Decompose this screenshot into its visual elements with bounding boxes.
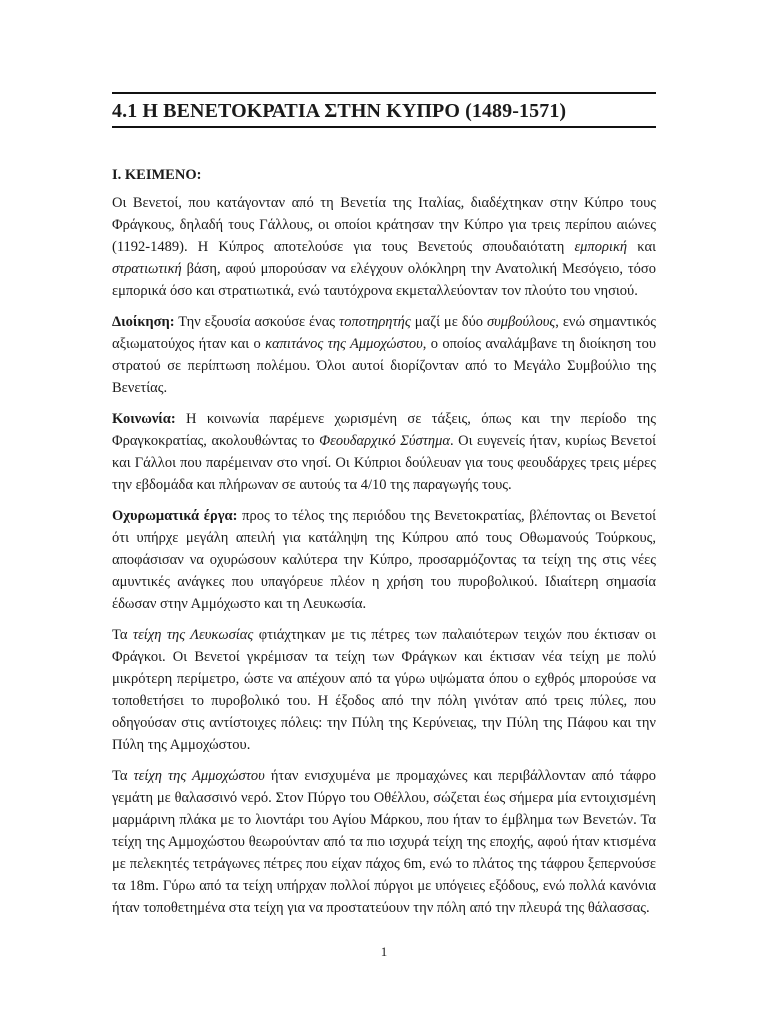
paragraph-text: , ενώ σημαντικός αξιωματούχος ήταν και ο — [112, 314, 656, 352]
section-heading: Ι. ΚΕΙΜΕΝΟ: — [112, 167, 202, 183]
emphasized-term: τοποτηρητής — [339, 314, 411, 330]
paragraph-text: βάση, αφού μπορούσαν να ελέγχουν ολόκληρη την Ανατολική Μεσόγειο, τόσο εμπορικά όσο και στρατιωτικά, ενώ ταυτόχρονα εκμεταλλεύονταν τον πλούτο του νησιού. — [112, 261, 656, 299]
emphasized-term: συμβούλους — [486, 314, 556, 330]
paragraph-text: . Οι ευγενείς ήταν, κυρίως Βενετοί και Γάλλοι που παρέμειναν στο νησί. Οι Κύπριοι δούλευαν για τους φεουδάρχες τρεις μέρες την εβδομάδα και πλήρωναν σε αυτούς τα 4/10 της παραγωγής τους. — [112, 433, 656, 493]
paragraph-text: προς το τέλος της περιόδου της Βενετοκρατίας, βλέποντας οι Βενετοί ότι υπήρχε μεγάλη απειλή για κατάληψη της Κύπρου από τους Οθωμανούς Τούρκους, αποφάσισαν να οχυρώσουν καλύτερα την Κύπρο, προσαρμόζοντας τα τείχη της στις νέες αμυντικές ανάγκες που υπαγόρευε πλέον η χρήση του πυροβολικού. Ιδιαίτερη σημασία έδωσαν στην Αμμόχωστο και τη Λευκωσία. — [112, 508, 656, 612]
paragraph-text: μαζί με δύο — [410, 314, 487, 330]
paragraph-text: φτιάχτηκαν με τις πέτρες των παλαιότερων τειχών που έκτισαν οι Φράγκοι. Οι Βενετοί γκρέμισαν τα τείχη των Φράγκων και έκτισαν νέα τείχη με πολύ μικρότερη περίμετρο, ώστε να απέχουν από τα γύρω υψώματα όπου ο εχθρός μπορούσε να τοποθετήσει το πυροβολικό του. Η έξοδος από την πόλη γινόταν από τρεις πύλες, που οδηγούσαν στις αντίστοιχες πόλεις: την Πύλη της Κερύνειας, την Πύλη της Πάφου και την Πύλη της Αμμοχώστου. — [112, 627, 656, 753]
paragraph — [112, 765, 656, 919]
page-title: 4.1 Η ΒΕΝΕΤΟΚΡΑΤΙΑ ΣΤΗΝ ΚΥΠΡΟ (1489-1571) — [112, 100, 567, 122]
emphasized-term: τείχη της Λευκωσίας — [132, 627, 254, 643]
paragraph-text: Τα — [112, 768, 134, 784]
page-number: 1 — [380, 944, 388, 959]
paragraph — [112, 505, 656, 615]
paragraph-text: Η κοινωνία παρέμενε χωρισμένη σε τάξεις, όπως και την περίοδο της Φραγκοκρατίας, ακολουθώντας το — [112, 411, 656, 449]
emphasized-term: τείχη της Αμμοχώστου — [133, 768, 265, 784]
emphasized-term: στρατιωτική — [112, 261, 182, 277]
document-page — [112, 92, 656, 928]
paragraph-text: Την εξουσία ασκούσε ένας — [174, 314, 339, 330]
paragraph-text: και — [627, 239, 656, 255]
emphasized-term: εμπορική — [574, 239, 628, 255]
body-text — [112, 192, 656, 919]
paragraph-heading: Διοίκηση: — [112, 314, 175, 330]
paragraph-text: Οι Βενετοί, που κατάγονταν από τη Βενετία της Ιταλίας, διαδέχτηκαν στην Κύπρο τους Φράγκους, δηλαδή τους Γάλλους, οι οποίοι κράτησαν την Κύπρο για τρεις περίπου αιώνες (1192-1489). Η Κύπρος αποτελούσε για τους Βενετούς σπουδαιότατη — [112, 195, 656, 255]
paragraph — [112, 192, 656, 302]
paragraph — [112, 624, 656, 756]
paragraph — [112, 408, 656, 496]
emphasized-term: καπιτάνος της Αμμοχώστου — [265, 336, 423, 352]
title-bottom-rule — [112, 126, 656, 128]
emphasized-term: Φεουδαρχικό Σύστημα — [319, 433, 450, 449]
paragraph-heading: Οχυρωματικά έργα: — [112, 508, 238, 524]
paragraph-text: ήταν ενισχυμένα με προμαχώνες και περιβάλλονταν από τάφρο γεμάτη με θαλασσινό νερό. Στον Πύργο του Οθέλλου, σώζεται έως σήμερα μία εντοιχισμένη μαρμάρινη πλάκα με το λιοντάρι του Αγίου Μάρκου, που ήταν το έμβλημα των Βενετών. Τα τείχη της Αμμοχώστου θεωρούνταν από τα πιο ισχυρά τείχη της εποχής, αφού ήταν κτισμένα με πελεκητές τετράγωνες πέτρες που είχαν πάχος 6m, ενώ το πλάτος της τάφρου ξεπερνούσε τα 18m. Γύρω από τα τείχη υπήρχαν πολλοί πύργοι με υπόγειες εξόδους, ενώ πολλά κανόνια ήταν τοποθετημένα στα τείχη για να προστατεύουν την πόλη από την πλευρά της θάλασσας. — [112, 768, 656, 916]
paragraph-text: Τα — [112, 627, 133, 643]
paragraph-text: , ο οποίος αναλάμβανε τη διοίκηση του στρατού σε περίπτωση πολέμου. Όλοι αυτοί διορίζονταν από το Μεγάλο Συμβούλιο της Βενετίας. — [112, 336, 656, 396]
paragraph — [112, 311, 656, 399]
paragraph-heading: Κοινωνία: — [112, 411, 176, 427]
